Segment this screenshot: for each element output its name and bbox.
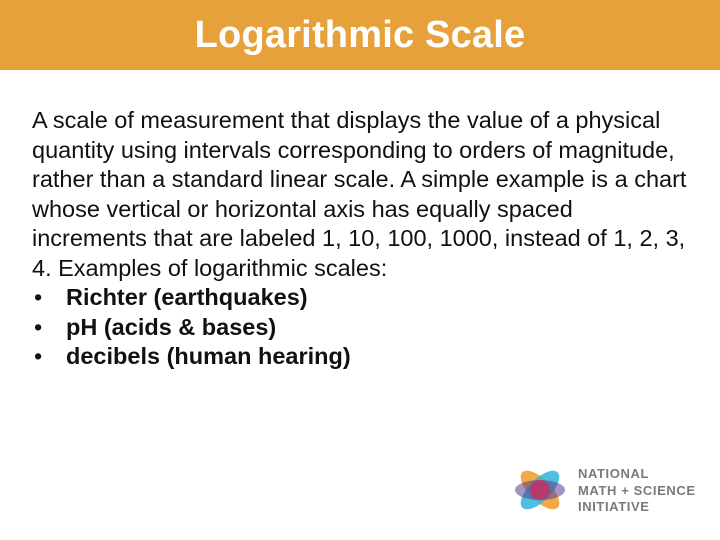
list-item: [32, 313, 692, 343]
list-item-label: decibels (human hearing): [66, 343, 351, 369]
list-item: [32, 342, 692, 372]
title-bar: [0, 0, 720, 70]
bullet-icon: •: [34, 343, 43, 369]
logo-text: [578, 466, 696, 516]
examples-list: [32, 283, 692, 372]
nmsi-logo-icon: [512, 462, 568, 518]
definition-paragraph: A scale of measurement that displays the value of a physical quantity using intervals corresponding to orders of magnitude, rather than a standard linear scale. A simple example is a chart whose vertical or horizontal axis has equally spaced increments that are labeled 1, 10, 100, 1000, instead of 1, 2, 3, 4. Examples of logarithmic scales:: [32, 107, 687, 281]
list-item: [32, 283, 692, 313]
bullet-icon: •: [34, 284, 43, 310]
slide-content: [32, 106, 692, 372]
list-item-label: Richter (earthquakes): [66, 284, 308, 310]
logo-line-national: NATIONAL: [578, 466, 649, 481]
logo-line-math-science: MATH + SCIENCE: [578, 482, 696, 498]
nmsi-logo: [512, 462, 712, 518]
slide-title: Logarithmic Scale: [194, 13, 526, 56]
list-item-label: pH (acids & bases): [66, 313, 277, 340]
logo-line-initiative: INITIATIVE: [578, 499, 650, 514]
bullet-icon: •: [34, 313, 43, 340]
